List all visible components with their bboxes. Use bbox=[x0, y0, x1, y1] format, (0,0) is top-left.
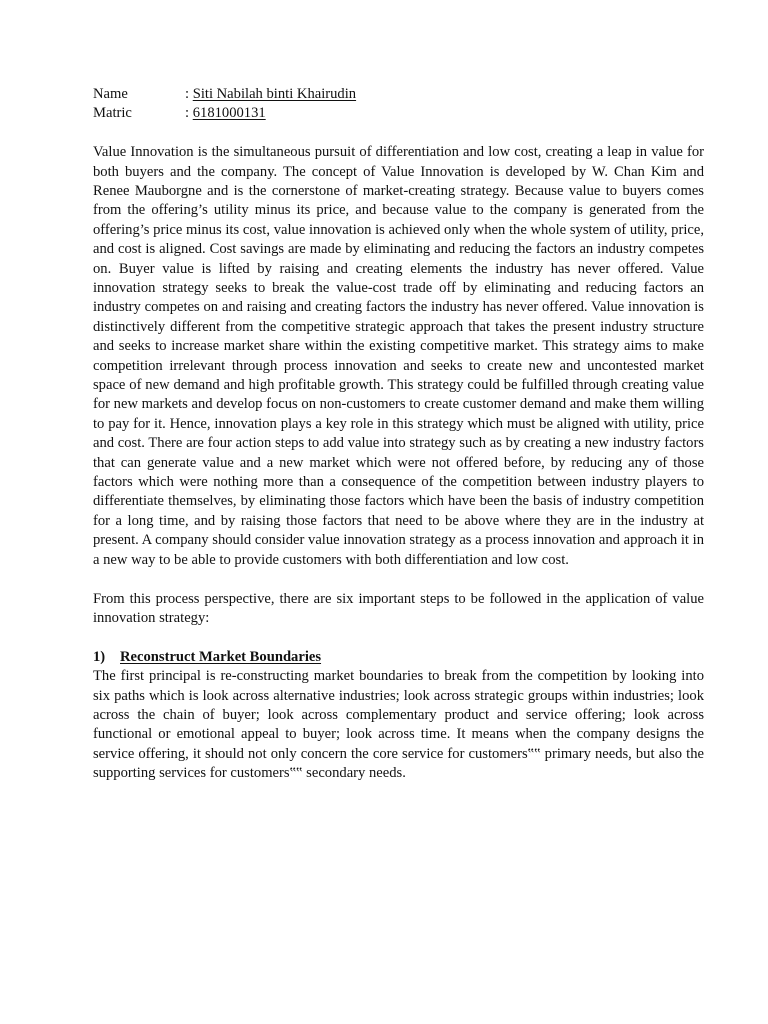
name-row bbox=[93, 85, 704, 104]
document-page bbox=[93, 85, 704, 784]
process-perspective-paragraph: From this process perspective, there are six important steps to be followed in the application of value innovation strategy: bbox=[93, 590, 704, 626]
intro-paragraph: Value Innovation is the simultaneous pursuit of differentiation and low cost, creating a leap in value for both buyers and the company. The concept of Value Innovation is developed by W. Chan Kim and Renee Mauborgne and is the cornerstone of market-creating strategy. Because value to buyers comes from the offering’s utility minus its price, and because value to the company is generated from the offering’s price minus its cost, value innovation is achieved only when the whole system of utility, price, and cost is aligned. Cost savings are made by eliminating and reducing the factors an industry competes on. Buyer value is lifted by raising and creating elements the industry has never offered. Value innovation strategy seeks to break the value-cost trade off by eliminating and reducing factors an industry competes on and raising and creating factors the industry has never offered. Value innovation is distinctively different from the competitive strategic approach that takes the present industry structure and seeks to increase market share within the existing competitive market. This strategy aims to make competition irrelevant through process innovation and seeks to create new and uncontested market space of new demand and high profitable growth. This strategy could be fulfilled through creating value for new markets and develop focus on non-customers to create customer demand and make them willing to pay for it. Hence, innovation plays a key role in this strategy which must be aligned with utility, price and cost. There are four action steps to add value into strategy such as by creating a new industry factors that can generate value and a new market which were not offered before, by reducing any of those factors which were nothing more than a consequence of the competition between industry players to differentiate themselves, by eliminating those factors which have been the basis of industry competition for a long time, and by raising those factors that need to be above where they are in the industry at present. A company should consider value innovation strategy as a process innovation and approach it in a new way to be able to provide customers with both differentiation and low cost. bbox=[93, 144, 704, 568]
section-paragraph: The first principal is re-constructing market boundaries to break from the competition by looking into six paths which is look across alternative industries; look across strategic groups within industries; look across the chain of buyer; look across complementary product and service offering; look across functional or emotional appeal to buyer; look across time. It means when the company designs the service offering, it should not only concern the core service for customers‟‟ primary needs, but also the supporting services for customers‟‟ secondary needs. bbox=[93, 668, 704, 782]
name-separator: : bbox=[185, 86, 190, 102]
matric-separator: : bbox=[185, 105, 190, 122]
section-heading bbox=[93, 648, 704, 667]
student-name: Siti Nabilah binti Khairudin bbox=[192, 86, 357, 102]
matric-row bbox=[93, 104, 704, 123]
section-title: Reconstruct Market Boundaries bbox=[120, 648, 322, 665]
section-number: 1) bbox=[93, 648, 106, 665]
name-label: Name bbox=[93, 86, 128, 102]
matric-number: 6181000131 bbox=[192, 105, 266, 122]
matric-label: Matric bbox=[93, 105, 132, 122]
